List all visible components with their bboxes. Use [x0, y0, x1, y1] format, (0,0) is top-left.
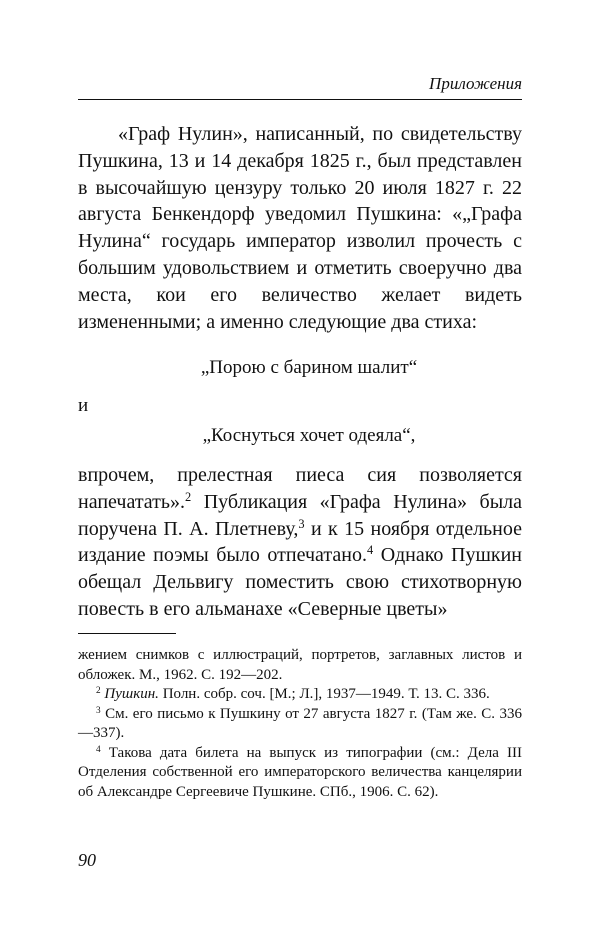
- paragraph-2-part-c: и к 15 ноября отдельное издание поэмы было отпечатано.: [78, 517, 522, 567]
- footnote-3: [78, 705, 522, 744]
- running-head: Приложения: [429, 74, 522, 93]
- footnotes: [78, 646, 522, 802]
- footnote-ref-3: 3: [298, 516, 305, 531]
- paragraph-2-part-a: впрочем, прелестная пиеса сия позволяется напечатать».: [78, 464, 522, 513]
- header-rule: [78, 99, 522, 100]
- paragraph-2-part-b: Публикация «Графа Нулина» была поручена П. А. Плетневу,: [78, 490, 522, 540]
- paragraph-1: «Граф Нулин», написанный, по свидетельству Пушкина, 13 и 14 декабря 1825 г., был представлен в высочайшую цензуру только 20 июля 1827 г. 22 августа Бенкендорф уведомил Пушкина: «„Графа Нулина“ государь император изволил прочесть с большим удовольствием и отметить своеручно два места, кои его величество желает видеть измененными; а именно следующие два стиха:: [78, 123, 522, 333]
- verse-line-2: „Коснуться хочет одеяла“,: [202, 425, 416, 446]
- footnote-3-number: 3: [96, 705, 101, 716]
- footnote-rule: [78, 633, 176, 634]
- footnote-ref-4: 4: [366, 543, 374, 558]
- footnote-2: [78, 685, 522, 705]
- footnote-3-text: См. его письмо к Пушкину от 27 августа 1827 г. (Там же. С. 336—337).: [78, 705, 522, 741]
- footnote-4-text: Такова дата билета на выпуск из типографии (см.: Дела III Отделения собственной его императорского величества канцелярии об Александре Сергеевиче Пушкине. СПб., 1906. С. 62).: [78, 744, 522, 800]
- footnote-continued: жением снимков с иллюстраций, портретов, заглавных листов и обложек. М., 1962. С. 192—202.: [78, 647, 522, 683]
- footnote-2-number: 2: [96, 685, 101, 696]
- paragraph-2: [78, 462, 522, 623]
- verse-line-1: „Порою с барином шалит“: [200, 357, 418, 378]
- verse-conjunction: и: [78, 395, 89, 416]
- footnote-4-number: 4: [96, 744, 101, 755]
- footnote-ref-2: 2: [185, 489, 192, 504]
- footnote-2-author: Пушкин.: [104, 686, 159, 702]
- footnote-2-text: Полн. собр. соч. [М.; Л.], 1937—1949. Т. 13. С. 336.: [158, 686, 490, 702]
- page-number: 90: [78, 850, 96, 870]
- footnote-4: [78, 744, 522, 803]
- paragraph-2-part-d: Однако Пушкин обещал Дельвигу поместить свою стихотворную повесть в его альманахе «Северные цветы»: [78, 544, 522, 620]
